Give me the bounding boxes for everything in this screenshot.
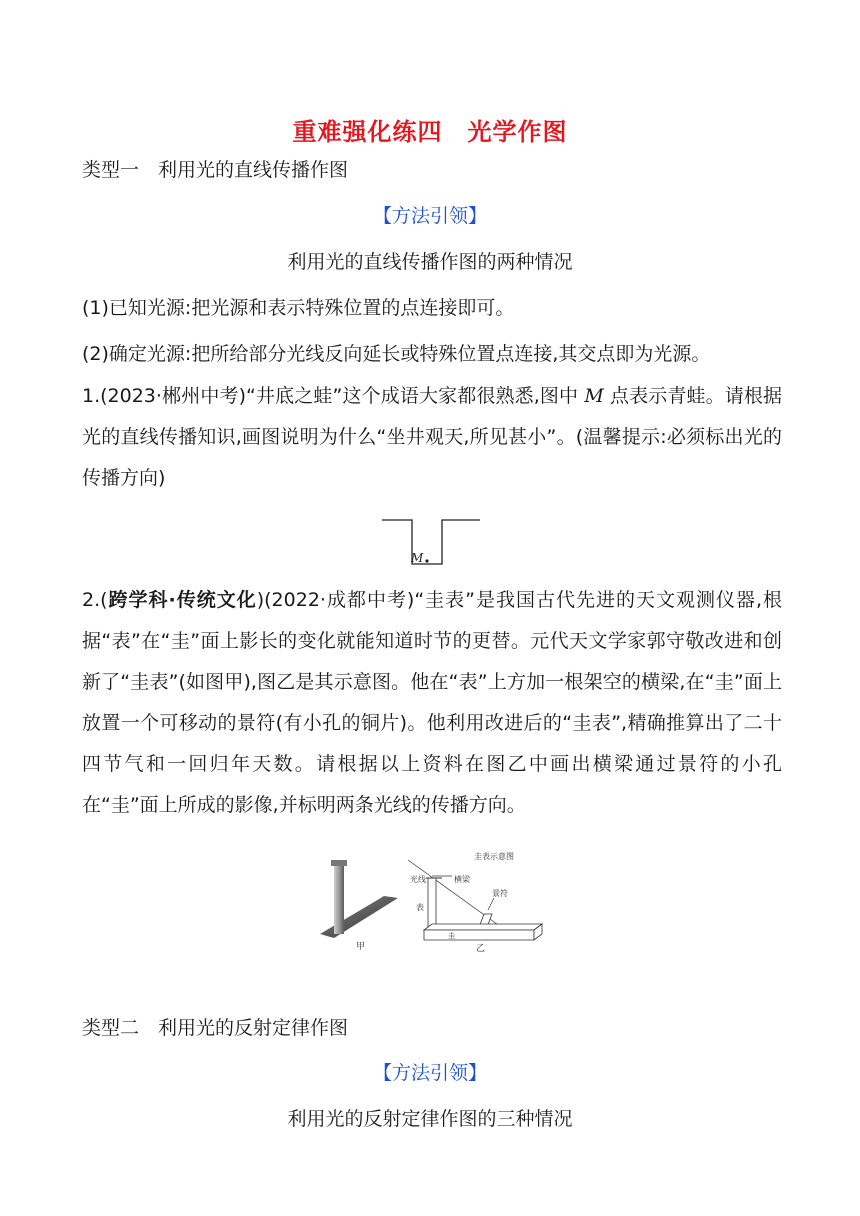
method2-subtitle: 利用光的反射定律作图的三种情况 <box>287 1108 573 1130</box>
gui-base <box>320 896 398 938</box>
label-jingfu: 景符 <box>492 889 508 898</box>
biao-rect <box>428 878 436 930</box>
case1-text: (1)已知光源:把光源和表示特殊位置的点连接即可。 <box>82 297 515 319</box>
label-beam: 横梁 <box>454 875 470 884</box>
method1-label: 【方法引领】 <box>372 205 487 227</box>
question-2 <box>82 580 782 826</box>
method2-label: 【方法引领】 <box>372 1062 487 1084</box>
method1-subtitle: 利用光的直线传播作图的两种情况 <box>287 251 573 273</box>
q2-tag: 跨学科·传统文化 <box>107 589 257 611</box>
q2-number: 2.( <box>82 589 108 611</box>
figure-jia <box>316 858 400 950</box>
case2-text: (2)确定光源:把所给部分光线反向延长或特殊位置点连接,其交点即为光源。 <box>82 343 711 365</box>
frog-point <box>425 559 428 562</box>
well-outline <box>382 520 480 564</box>
figure-yi <box>408 848 546 954</box>
fig-title: 圭表示意图 <box>474 852 514 861</box>
label-biao: 表 <box>416 903 424 912</box>
q1-suffix: 点表示青蛙。请根据光的直线传播知识,画图说明为什么“坐井观天,所见甚小”。(温馨提示:必须标出光的传播方向) <box>82 385 782 489</box>
label-light: 光线 <box>410 875 426 884</box>
gui-top <box>424 924 542 930</box>
type1-heading: 类型一 利用光的直线传播作图 <box>82 159 349 181</box>
jingfu-pointer <box>488 898 494 910</box>
well-figure <box>380 516 484 568</box>
question-1 <box>82 376 782 499</box>
label-gui: 圭 <box>448 932 455 940</box>
caption-jia: 甲 <box>356 942 366 950</box>
q2-body: )(2022·成都中考)“圭表”是我国古代先进的天文观测仪器,根据“表”在“圭”面上影长的变化就能知道时节的更替。元代天文学家郭守敬改进和创新了“圭表”(如图甲),图乙是其示意图。他在“表”上方加一根架空的横梁,在“圭”面上放置一个可移动的景符(有小孔的铜片)。他利用改进后的“圭表”,精确推算出了二十四节气和一回归年天数。请根据以上资料在图乙中画出横梁通过景符的小孔在“圭”面上所成的影像,并标明两条光线的传播方向。 <box>82 589 783 816</box>
page-title: 重难强化练四 光学作图 <box>292 118 568 146</box>
frog-label: M <box>411 551 424 565</box>
caption-yi: 乙 <box>476 944 486 954</box>
gui-front <box>424 930 534 940</box>
biao-pillar <box>334 862 344 934</box>
type2-heading: 类型二 利用光的反射定律作图 <box>82 1017 349 1039</box>
q1-prefix: 1.(2023·郴州中考)“井底之蛙”这个成语大家都很熟悉,图中 <box>82 385 585 407</box>
pillar-top <box>331 860 347 866</box>
q1-var: M <box>584 385 604 407</box>
